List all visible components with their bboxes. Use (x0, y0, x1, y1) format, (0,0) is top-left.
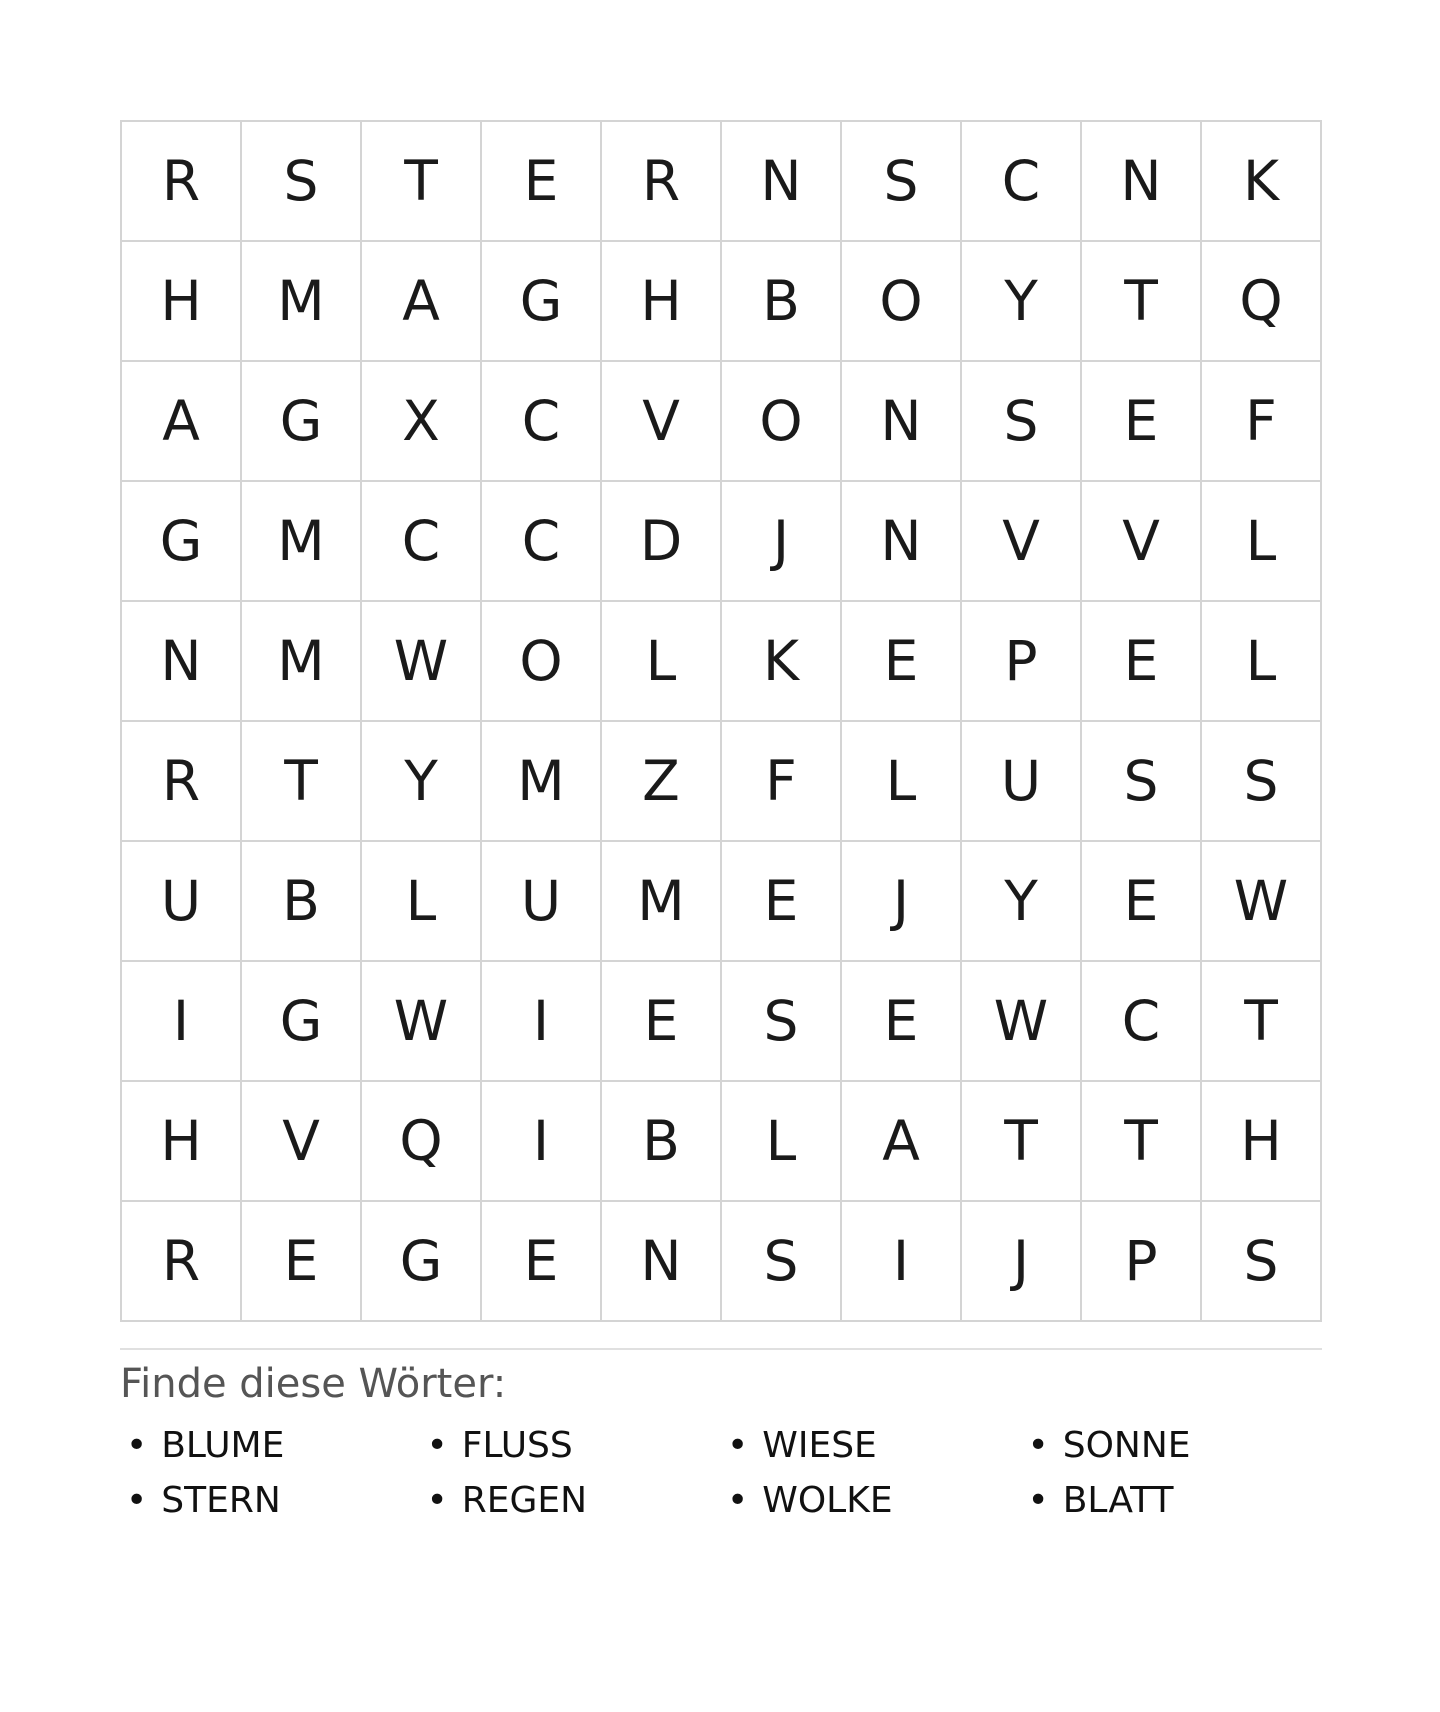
grid-cell-r8c1[interactable]: I (122, 962, 242, 1082)
grid-cell-r3c8[interactable]: S (962, 362, 1082, 482)
grid-cell-r5c1[interactable]: N (122, 602, 242, 722)
grid-cell-r8c9[interactable]: C (1082, 962, 1202, 1082)
grid-cell-r1c4[interactable]: E (482, 122, 602, 242)
grid-cell-r7c4[interactable]: U (482, 842, 602, 962)
grid-cell-r2c2[interactable]: M (242, 242, 362, 362)
grid-cell-r7c1[interactable]: U (122, 842, 242, 962)
grid-cell-r10c4[interactable]: E (482, 1202, 602, 1322)
grid-cell-r6c4[interactable]: M (482, 722, 602, 842)
word-item-wolke (721, 1479, 1022, 1522)
word-item-blatt (1022, 1479, 1323, 1522)
bullet-icon: • (727, 1480, 749, 1522)
grid-cell-r6c2[interactable]: T (242, 722, 362, 842)
grid-cell-r9c7[interactable]: A (842, 1082, 962, 1202)
grid-cell-r6c7[interactable]: L (842, 722, 962, 842)
grid-cell-r7c5[interactable]: M (602, 842, 722, 962)
grid-cell-r1c8[interactable]: C (962, 122, 1082, 242)
grid-cell-r2c9[interactable]: T (1082, 242, 1202, 362)
grid-cell-r8c3[interactable]: W (362, 962, 482, 1082)
word-search-page (120, 0, 1322, 1522)
grid-cell-r6c9[interactable]: S (1082, 722, 1202, 842)
grid-cell-r10c10[interactable]: S (1202, 1202, 1322, 1322)
grid-cell-r9c9[interactable]: T (1082, 1082, 1202, 1202)
grid-cell-r2c7[interactable]: O (842, 242, 962, 362)
grid-cell-r9c8[interactable]: T (962, 1082, 1082, 1202)
grid-cell-r3c6[interactable]: O (722, 362, 842, 482)
grid-cell-r4c8[interactable]: V (962, 482, 1082, 602)
grid-cell-r3c9[interactable]: E (1082, 362, 1202, 482)
word-item-stern (120, 1479, 421, 1522)
word-item-sonne (1022, 1424, 1323, 1467)
grid-cell-r7c10[interactable]: W (1202, 842, 1322, 962)
grid-cell-r3c2[interactable]: G (242, 362, 362, 482)
grid-cell-r2c5[interactable]: H (602, 242, 722, 362)
grid-cell-r10c6[interactable]: S (722, 1202, 842, 1322)
grid-cell-r5c3[interactable]: W (362, 602, 482, 722)
word-item-blume (120, 1424, 421, 1467)
grid-cell-r2c6[interactable]: B (722, 242, 842, 362)
bullet-icon: • (126, 1425, 148, 1466)
grid-cell-r9c6[interactable]: L (722, 1082, 842, 1202)
grid-cell-r5c2[interactable]: M (242, 602, 362, 722)
word-label: BLUME (161, 1425, 285, 1466)
grid-cell-r7c3[interactable]: L (362, 842, 482, 962)
grid-cell-r7c7[interactable]: J (842, 842, 962, 962)
grid-cell-r3c7[interactable]: N (842, 362, 962, 482)
grid-cell-r2c8[interactable]: Y (962, 242, 1082, 362)
grid-cell-r7c6[interactable]: E (722, 842, 842, 962)
bullet-icon: • (126, 1480, 148, 1522)
grid-cell-r8c6[interactable]: S (722, 962, 842, 1082)
grid-cell-r8c5[interactable]: E (602, 962, 722, 1082)
grid-cell-r4c3[interactable]: C (362, 482, 482, 602)
grid-cell-r1c7[interactable]: S (842, 122, 962, 242)
grid-cell-r5c7[interactable]: E (842, 602, 962, 722)
grid-cell-r3c3[interactable]: X (362, 362, 482, 482)
grid-cell-r10c7[interactable]: I (842, 1202, 962, 1322)
grid-cell-r9c10[interactable]: H (1202, 1082, 1322, 1202)
grid-cell-r4c5[interactable]: D (602, 482, 722, 602)
grid-cell-r2c3[interactable]: A (362, 242, 482, 362)
grid-cell-r7c9[interactable]: E (1082, 842, 1202, 962)
grid-cell-r7c2[interactable]: B (242, 842, 362, 962)
grid-cell-r9c4[interactable]: I (482, 1082, 602, 1202)
grid-cell-r5c5[interactable]: L (602, 602, 722, 722)
word-label: STERN (161, 1480, 281, 1522)
word-label: WIESE (762, 1425, 877, 1466)
grid-cell-r7c8[interactable]: Y (962, 842, 1082, 962)
grid-cell-r8c8[interactable]: W (962, 962, 1082, 1082)
grid-cell-r9c3[interactable]: Q (362, 1082, 482, 1202)
bullet-icon: • (426, 1480, 448, 1522)
grid-cell-r10c2[interactable]: E (242, 1202, 362, 1322)
grid-cell-r4c10[interactable]: L (1202, 482, 1322, 602)
grid-cell-r8c10[interactable]: T (1202, 962, 1322, 1082)
word-label: BLATT (1062, 1480, 1174, 1522)
grid-cell-r8c2[interactable]: G (242, 962, 362, 1082)
bullet-icon: • (727, 1425, 749, 1466)
grid-cell-r1c9[interactable]: N (1082, 122, 1202, 242)
grid-cell-r6c1[interactable]: R (122, 722, 242, 842)
grid-cell-r9c2[interactable]: V (242, 1082, 362, 1202)
grid-cell-r4c2[interactable]: M (242, 482, 362, 602)
word-label: FLUSS (461, 1425, 573, 1466)
grid-cell-r1c10[interactable]: K (1202, 122, 1322, 242)
grid-cell-r5c10[interactable]: L (1202, 602, 1322, 722)
grid-cell-r5c4[interactable]: O (482, 602, 602, 722)
grid-cell-r5c9[interactable]: E (1082, 602, 1202, 722)
grid-cell-r6c5[interactable]: Z (602, 722, 722, 842)
grid-cell-r1c5[interactable]: R (602, 122, 722, 242)
word-label: SONNE (1062, 1425, 1191, 1466)
word-item-fluss (421, 1424, 722, 1467)
grid-cell-r4c7[interactable]: N (842, 482, 962, 602)
word-item-regen (421, 1479, 722, 1522)
grid-cell-r6c6[interactable]: F (722, 722, 842, 842)
grid-cell-r10c9[interactable]: P (1082, 1202, 1202, 1322)
grid-cell-r9c5[interactable]: B (602, 1082, 722, 1202)
grid-cell-r2c10[interactable]: Q (1202, 242, 1322, 362)
grid-cell-r3c4[interactable]: C (482, 362, 602, 482)
word-list-title: Finde diese Wörter: (120, 1361, 507, 1407)
grid-cell-r1c6[interactable]: N (722, 122, 842, 242)
grid-cell-r6c10[interactable]: S (1202, 722, 1322, 842)
divider-line (120, 1348, 1322, 1350)
grid-cell-r2c4[interactable]: G (482, 242, 602, 362)
grid-cell-r4c1[interactable]: G (122, 482, 242, 602)
bullet-icon: • (1027, 1425, 1049, 1466)
word-label: REGEN (461, 1480, 588, 1522)
grid-cell-r3c5[interactable]: V (602, 362, 722, 482)
letter-grid (120, 120, 1322, 1322)
grid-cell-r10c8[interactable]: J (962, 1202, 1082, 1322)
grid-cell-r8c4[interactable]: I (482, 962, 602, 1082)
bullet-icon: • (1027, 1480, 1049, 1522)
word-list (120, 1424, 1322, 1522)
grid-cell-r6c8[interactable]: U (962, 722, 1082, 842)
grid-cell-r8c7[interactable]: E (842, 962, 962, 1082)
grid-cell-r4c6[interactable]: J (722, 482, 842, 602)
grid-cell-r4c9[interactable]: V (1082, 482, 1202, 602)
grid-cell-r6c3[interactable]: Y (362, 722, 482, 842)
word-item-wiese (721, 1424, 1022, 1467)
grid-cell-r9c1[interactable]: H (122, 1082, 242, 1202)
grid-cell-r1c1[interactable]: R (122, 122, 242, 242)
word-label: WOLKE (762, 1480, 893, 1522)
grid-cell-r1c2[interactable]: S (242, 122, 362, 242)
grid-cell-r3c1[interactable]: A (122, 362, 242, 482)
grid-cell-r1c3[interactable]: T (362, 122, 482, 242)
grid-cell-r3c10[interactable]: F (1202, 362, 1322, 482)
grid-cell-r4c4[interactable]: C (482, 482, 602, 602)
bullet-icon: • (426, 1425, 448, 1466)
grid-cell-r5c6[interactable]: K (722, 602, 842, 722)
grid-cell-r5c8[interactable]: P (962, 602, 1082, 722)
grid-cell-r10c1[interactable]: R (122, 1202, 242, 1322)
grid-cell-r2c1[interactable]: H (122, 242, 242, 362)
grid-cell-r10c3[interactable]: G (362, 1202, 482, 1322)
grid-cell-r10c5[interactable]: N (602, 1202, 722, 1322)
